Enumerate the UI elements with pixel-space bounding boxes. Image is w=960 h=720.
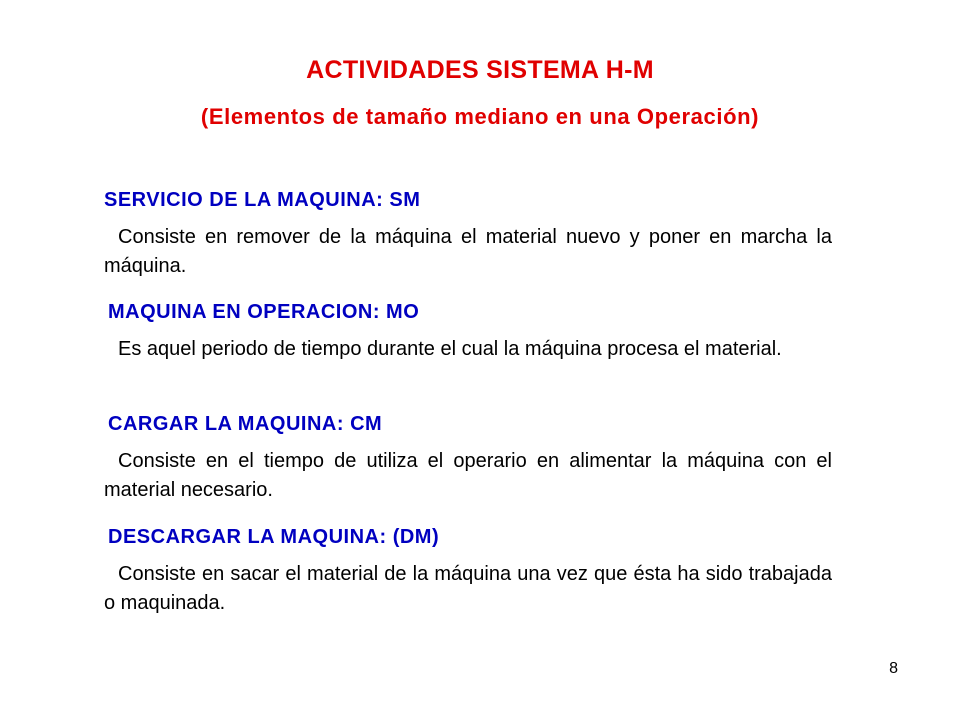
section-text-sm: Consiste en remover de la máquina el material nuevo y poner en marcha la máquina.: [104, 226, 832, 277]
section-heading-mo: MAQUINA EN OPERACION: MO: [108, 301, 420, 323]
slide-title: ACTIVIDADES SISTEMA H-M: [306, 56, 654, 84]
section-text-cm: Consiste en el tiempo de utiliza el operario en alimentar la máquina con el material necesario.: [104, 450, 832, 501]
section-heading-dm: DESCARGAR LA MAQUINA: (DM): [108, 526, 440, 548]
section-heading-cm: CARGAR LA MAQUINA: CM: [108, 413, 383, 435]
section-heading-sm: SERVICIO DE LA MAQUINA: SM: [104, 189, 421, 211]
slide-subtitle: (Elementos de tamaño mediano en una Operación): [200, 104, 760, 129]
page-number: 8: [889, 660, 898, 677]
section-text-dm: Consiste en sacar el material de la máquina una vez que ésta ha sido trabajada o maquinada.: [104, 563, 832, 614]
section-text-mo: Es aquel periodo de tiempo durante el cual la máquina procesa el material.: [118, 338, 782, 360]
